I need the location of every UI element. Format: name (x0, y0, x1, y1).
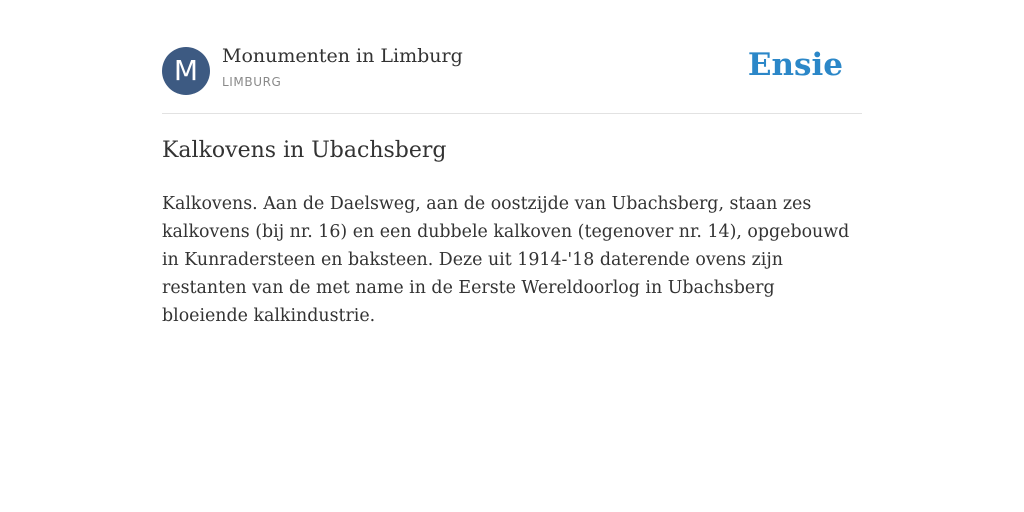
source-avatar[interactable]: M (162, 47, 210, 95)
ensie-logo[interactable]: Ensie (747, 47, 843, 83)
article-body: Kalkovens. Aan de Daelsweg, aan de oostzijde van Ubachsberg, staan zes kalkovens (bij nr. 16) en een dubbele kalkoven (tegenover nr. 14), opgebouwd in Kunradersteen en baksteen. Deze uit 1914-'18 daterende ovens zijn restanten van de met name in de Eerste Wereldoorlog in Ubachsberg bloeiende kalkindustrie. (162, 194, 850, 326)
article-title: Kalkovens in Ubachsberg (162, 138, 447, 163)
source-title[interactable]: Monumenten in Limburg (222, 45, 463, 67)
card-header (162, 0, 862, 114)
definition-card (162, 0, 862, 326)
source-subtitle: LIMBURG (222, 75, 282, 89)
